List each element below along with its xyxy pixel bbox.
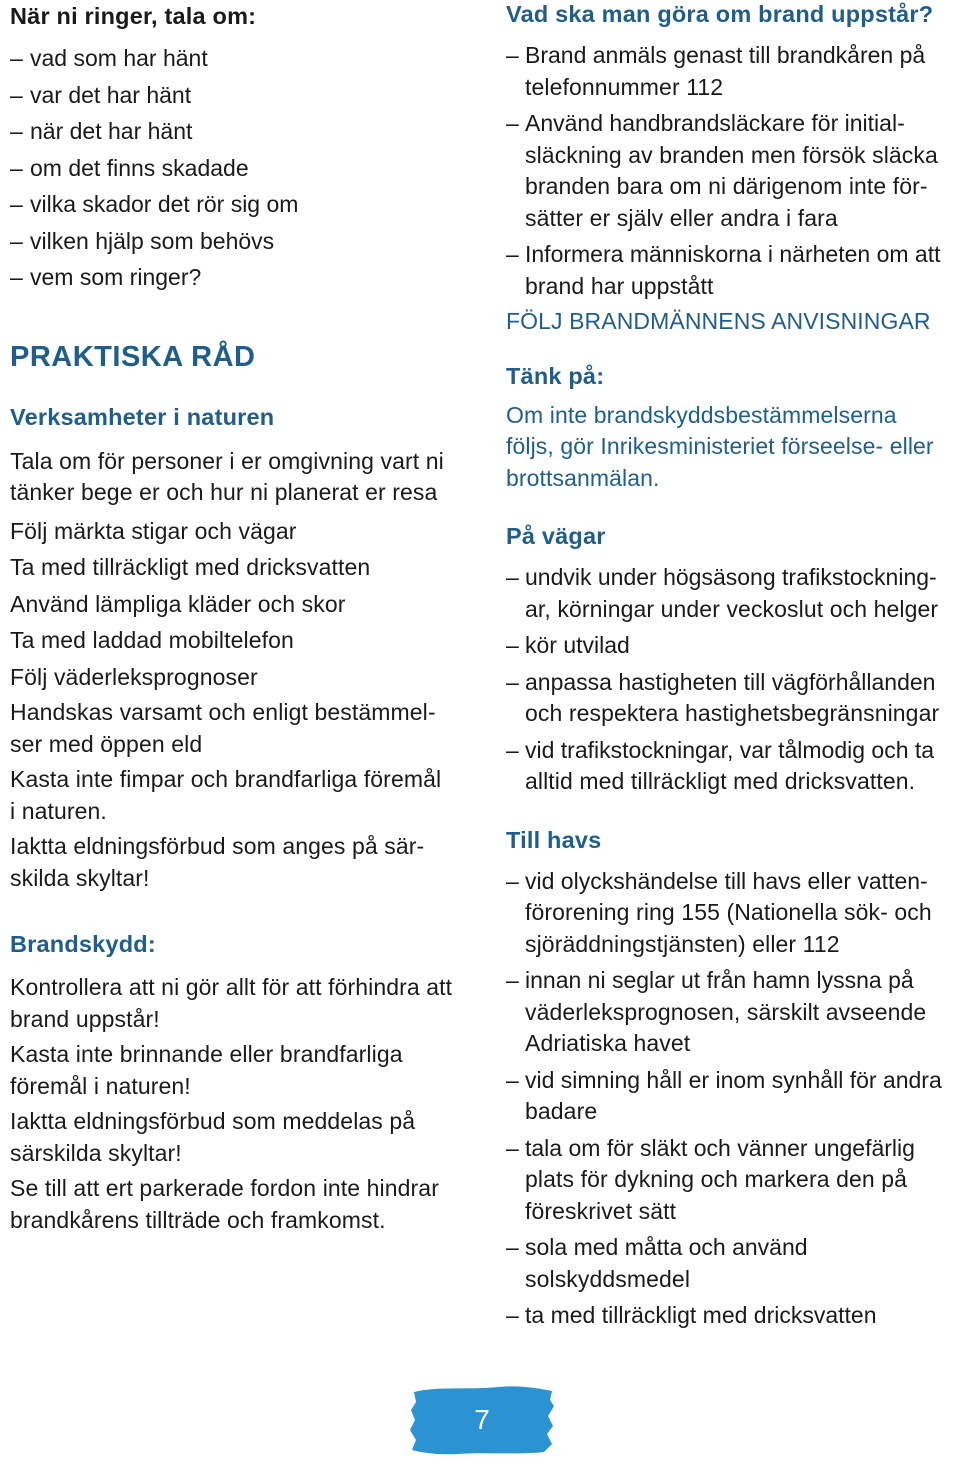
call-list-item: – vilka skador det rör sig om xyxy=(10,186,480,223)
fire-action-item: – Använd handbrandsläckare för initial- släckning av branden men försök släcka branden bara om ni därigenom inte för- sätter er själv eller andra i fara xyxy=(506,108,958,234)
sea-item: – vid olyckshändelse till havs eller vatten- förorening ring 155 (Nationella sök- och sjöräddningstjänsten) eller 112 xyxy=(506,866,958,961)
call-list-item: – vad som har hänt xyxy=(10,40,480,77)
call-list-item: – om det finns skadade xyxy=(10,150,480,187)
think-text xyxy=(506,400,958,495)
sea-item: – tala om för släkt och vänner ungefärlig plats för dykning och markera den på föreskrivet sätt xyxy=(506,1133,958,1228)
nature-line: Använd lämpliga kläder och skor xyxy=(10,590,346,617)
fire-line: Iaktta eldningsförbud som meddelas på xyxy=(10,1108,416,1134)
nature-line: skilda skyltar! xyxy=(10,864,150,891)
nature-line: Följ väderleksprognoser xyxy=(10,663,258,690)
sea-item: – ta med tillräckligt med dricksvatten xyxy=(506,1300,958,1332)
nature-heading: Verksamheter i naturen xyxy=(10,403,275,430)
nature-line: Ta med tillräckligt med dricksvatten xyxy=(10,554,371,580)
sea-item: – vid simning håll er inom synhåll för andra badare xyxy=(506,1065,958,1128)
nature-line: Tala om för personer i er omgivning vart ni xyxy=(10,447,444,474)
sea-list xyxy=(506,866,958,1332)
fire-line: Kontrollera att ni gör allt för att förhindra att xyxy=(10,974,453,1000)
nature-line: Kasta inte fimpar och brandfarliga föremål xyxy=(10,766,442,792)
nature-line: Följ märkta stigar och vägar xyxy=(10,517,297,544)
fire-protection-heading: Brandskydd: xyxy=(10,931,156,957)
call-list xyxy=(10,40,480,296)
fire-action-list xyxy=(506,40,958,302)
sea-item: – sola med måtta och använd solskyddsmedel xyxy=(506,1232,958,1295)
left-column xyxy=(10,0,480,1236)
fire-note: FÖLJ BRANDMÄNNENS ANVISNINGAR xyxy=(506,308,931,334)
fire-line: brandkårens tillträde och framkomst. xyxy=(10,1206,386,1233)
nature-text xyxy=(10,446,480,895)
nature-line: Handskas varsamt och enligt bestämmel- xyxy=(10,699,436,725)
road-item: – anpassa hastigheten till vägförhållanden och respektera hastighetsbegränsningar xyxy=(506,667,958,730)
nature-line: ser med öppen eld xyxy=(10,730,203,757)
fire-action-item: – Informera människorna i närheten om att brand har uppstått xyxy=(506,239,958,302)
fire-protection-text xyxy=(10,972,480,1236)
practical-title: PRAKTISKA RÅD xyxy=(10,340,256,373)
page-number-badge xyxy=(408,1382,556,1458)
fire-action-heading: Vad ska man göra om brand uppstår? xyxy=(506,1,934,27)
sea-item: – innan ni seglar ut från hamn lyssna på väderleksprognosen, särskilt avseende Adriatiska havet xyxy=(506,965,958,1060)
road-list xyxy=(506,562,958,798)
right-column xyxy=(506,0,958,1332)
nature-line: Ta med laddad mobiltelefon xyxy=(10,627,294,653)
sea-heading: Till havs xyxy=(506,826,602,853)
road-item: – undvik under högsäsong trafikstockning- ar, körningar under veckoslut och helger xyxy=(506,562,958,625)
nature-line: tänker bege er och hur ni planerat er resa xyxy=(10,479,438,505)
think-line: följs, gör Inrikesministeriet förseelse- eller xyxy=(506,433,934,459)
call-heading: När ni ringer, tala om: xyxy=(10,3,257,29)
fire-line: särskilda skyltar! xyxy=(10,1139,182,1166)
call-list-item: – vem som ringer? xyxy=(10,259,480,296)
think-line: Om inte brandskyddsbestämmelserna xyxy=(506,401,897,428)
nature-line: i naturen. xyxy=(10,797,107,824)
fire-line: Kasta inte brinnande eller brandfarliga xyxy=(10,1041,403,1067)
road-item: – vid trafikstockningar, var tålmodig och ta alltid med tillräckligt med dricksvatten. xyxy=(506,735,958,798)
fire-line: föremål i naturen! xyxy=(10,1072,191,1099)
fire-action-item: – Brand anmäls genast till brandkåren på telefonnummer 112 xyxy=(506,40,958,103)
road-heading: På vägar xyxy=(506,523,606,549)
nature-line: Iaktta eldningsförbud som anges på sär- xyxy=(10,833,425,859)
think-line: brottsanmälan. xyxy=(506,464,660,491)
think-heading: Tänk på: xyxy=(506,362,605,389)
call-list-item: – när det har hänt xyxy=(10,113,480,150)
road-item: – kör utvilad xyxy=(506,630,958,662)
fire-line: Se till att ert parkerade fordon inte hindrar xyxy=(10,1175,439,1201)
call-list-item: – var det har hänt xyxy=(10,77,480,114)
call-list-item: – vilken hjälp som behövs xyxy=(10,223,480,260)
fire-line: brand uppstår! xyxy=(10,1005,160,1032)
page-number: 7 xyxy=(474,1404,490,1435)
